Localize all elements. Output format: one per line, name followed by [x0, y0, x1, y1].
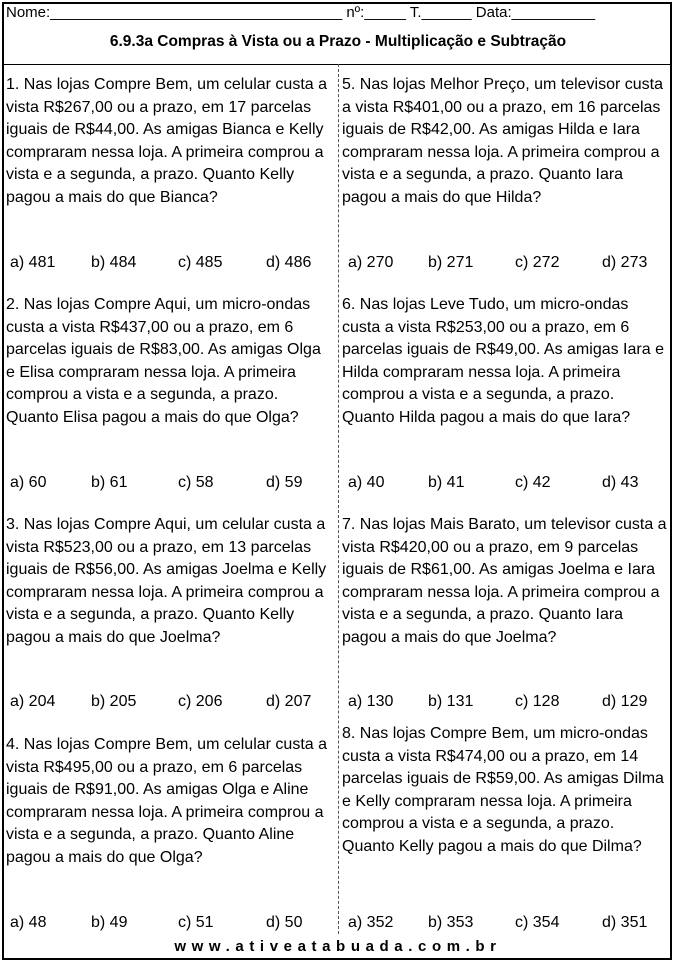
- option-d: d) 207: [266, 693, 312, 710]
- website-footer: www.ativeatabuada.com.br: [174, 938, 502, 955]
- option-c: c) 206: [178, 693, 223, 710]
- question-2: 2. Nas lojas Compre Aqui, um micro-ondas custa a vista R$437,00 ou a prazo, em 6 parcelas iguais de R$83,00. As amigas Olga e Elisa compraram nessa loja. A primeira comprou a vista e a segunda, a prazo. Quanto Elisa pagou a mais do que Olga?: [6, 296, 321, 426]
- option-a: a) 270: [348, 254, 394, 271]
- option-a: a) 60: [10, 474, 47, 491]
- option-c: c) 354: [515, 914, 560, 931]
- question-8: 8. Nas lojas Compre Bem, um micro-ondas custa a vista R$474,00 ou a prazo, em 14 parcelas iguais de R$59,00. As amigas Dilma e Kelly compraram nessa loja. A primeira comprou a vista e a segunda, a prazo. Quanto Kelly pagou a mais do que Dilma?: [342, 725, 664, 855]
- option-a: a) 48: [10, 914, 47, 931]
- option-a: a) 130: [348, 693, 394, 710]
- option-c: c) 58: [178, 474, 214, 491]
- option-d: d) 59: [266, 474, 303, 491]
- option-b: b) 61: [91, 474, 128, 491]
- title-divider: [2, 64, 672, 65]
- option-d: d) 129: [602, 693, 648, 710]
- option-c: c) 485: [178, 254, 223, 271]
- option-d: d) 50: [266, 914, 303, 931]
- option-b: b) 41: [428, 474, 465, 491]
- question-4: 4. Nas lojas Compre Bem, um celular custa a vista R$495,00 ou a prazo, em 6 parcelas iguais de R$91,00. As amigas Olga e Aline compraram nessa loja. A primeira comprou a vista e a segunda, a prazo. Quanto Aline pagou a mais do que Olga?: [6, 736, 328, 866]
- question-5: 5. Nas lojas Melhor Preço, um televisor custa a vista R$401,00 ou a prazo, em 16 parcelas iguais de R$42,00. As amigas Hilda e Iara compraram nessa loja. A primeira comprou a vista e a segunda, a prazo. Quanto Iara pagou a mais do que Hilda?: [342, 76, 664, 206]
- option-c: c) 128: [515, 693, 560, 710]
- option-b: b) 205: [91, 693, 137, 710]
- option-d: d) 43: [602, 474, 639, 491]
- column-divider: [338, 64, 339, 934]
- worksheet-title: 6.9.3a Compras à Vista ou a Prazo - Multiplicação e Subtração: [109, 33, 567, 50]
- option-a: a) 352: [348, 914, 394, 931]
- option-a: a) 40: [348, 474, 385, 491]
- option-b: b) 484: [91, 254, 137, 271]
- option-d: d) 273: [602, 254, 648, 271]
- question-6: 6. Nas lojas Leve Tudo, um micro-ondas custa a vista R$253,00 ou a prazo, em 6 parcelas iguais de R$49,00. As amigas Iara e Hilda compraram nessa loja. A primeira comprou a vista e a segunda, a prazo. Quanto Hilda pagou a mais do que Iara?: [342, 296, 664, 426]
- option-c: c) 272: [515, 254, 560, 271]
- option-b: b) 353: [428, 914, 474, 931]
- student-info-line: Nome:___________________________________ nº:_____ T.______ Data:__________: [6, 4, 596, 21]
- option-b: b) 271: [428, 254, 474, 271]
- question-7: 7. Nas lojas Mais Barato, um televisor custa a vista R$420,00 ou a prazo, em 9 parcelas iguais de R$61,00. As amigas Joelma e Iara compraram nessa loja. A primeira comprou a vista e a segunda, a prazo. Quanto Iara pagou a mais do que Joelma?: [342, 516, 667, 646]
- option-b: b) 49: [91, 914, 128, 931]
- option-d: d) 351: [602, 914, 648, 931]
- option-a: a) 204: [10, 693, 56, 710]
- option-c: c) 51: [178, 914, 214, 931]
- option-c: c) 42: [515, 474, 551, 491]
- option-a: a) 481: [10, 254, 56, 271]
- question-1: 1. Nas lojas Compre Bem, um celular custa a vista R$267,00 ou a prazo, em 17 parcelas iguais de R$44,00. As amigas Bianca e Kelly compraram nessa loja. A primeira comprou a vista e a segunda, a prazo. Quanto Kelly pagou a mais do que Bianca?: [6, 76, 328, 206]
- option-b: b) 131: [428, 693, 474, 710]
- question-3: 3. Nas lojas Compre Aqui, um celular custa a vista R$523,00 ou a prazo, em 13 parcelas iguais de R$56,00. As amigas Joelma e Kelly compraram nessa loja. A primeira comprou a vista e a segunda, a prazo. Quanto Kelly pagou a mais do que Joelma?: [6, 516, 327, 646]
- option-d: d) 486: [266, 254, 312, 271]
